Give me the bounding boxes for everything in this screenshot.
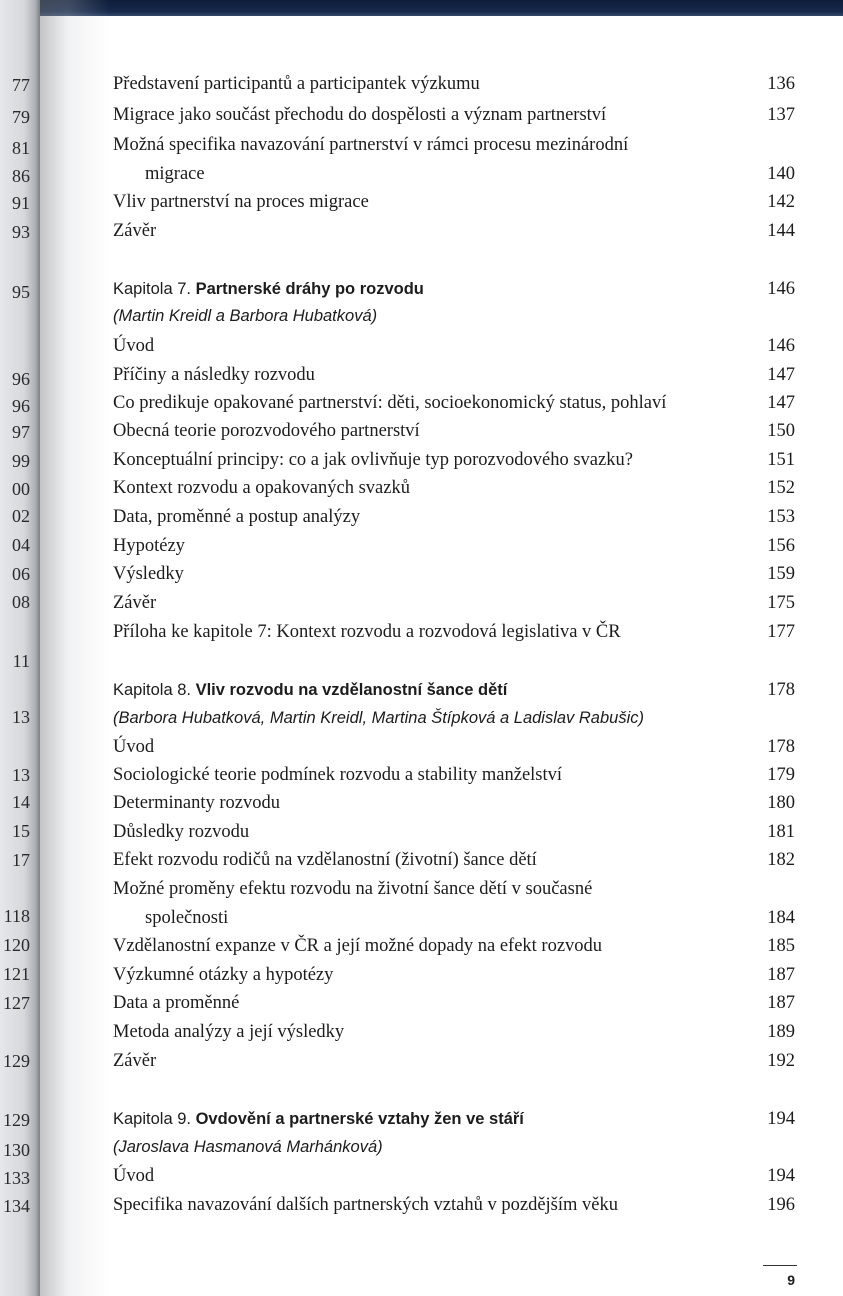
entry-page: 179 [767,765,795,785]
toc-entry [113,876,795,902]
entry-page: 184 [767,908,795,928]
entry-page: 196 [767,1195,795,1215]
authors-text: (Martin Kreidl a Barbora Hubatková) [113,307,378,325]
toc-entry [113,847,795,873]
entry-page: 189 [767,1022,795,1042]
toc-entry [113,1048,795,1074]
entry-title: Vzdělanostní expanze v ČR a její možné dopady na efekt rozvodu [113,936,603,956]
entry-page: 156 [767,536,795,556]
prev-page-number: 08 [12,592,30,612]
entry-page: 185 [767,936,795,956]
chapter-authors [113,303,795,329]
toc-entry [113,161,795,187]
page-number: 9 [787,1272,795,1288]
entry-title: Migrace jako součást přechodu do dospělosti a význam partnerství [113,105,607,125]
chapter-heading [113,276,795,302]
toc-entry [113,819,795,845]
entry-page: 147 [767,393,795,413]
entry-title: Závěr [113,221,157,241]
entry-title: migrace [145,164,205,184]
entry-title: Sociologické teorie podmínek rozvodu a stability manželství [113,765,563,785]
toc-entry [113,619,795,645]
prev-page-number: 99 [12,451,30,471]
entry-page: 180 [767,793,795,813]
entry-title: Metoda analýzy a její výsledky [113,1022,345,1042]
prev-page-number: 15 [12,821,30,841]
toc-entry [113,475,795,501]
toc-entry [113,962,795,988]
toc-entry [113,905,795,931]
entry-title: Data, proměnné a postup analýzy [113,507,361,527]
entry-page: 136 [767,74,795,94]
entry-page: 178 [767,680,795,700]
entry-title: Konceptuální principy: co a jak ovlivňuje typ porozvodového svazku? [113,450,633,470]
authors-text: (Barbora Hubatková, Martin Kreidl, Martina Štípková a Ladislav Rabušic) [113,709,644,727]
chapter-title: Vliv rozvodu na vzdělanostní šance dětí [195,681,508,699]
prev-page-number: 130 [3,1140,30,1160]
chapter-heading [113,1106,795,1132]
entry-page: 140 [767,164,795,184]
entry-page: 159 [767,564,795,584]
toc-entry [113,533,795,559]
entry-page: 144 [767,221,795,241]
entry-title: Závěr [113,593,157,613]
entry-page: 152 [767,478,795,498]
authors-text: (Jaroslava Hasmanová Marhánková) [113,1138,383,1156]
prev-page-number: 06 [12,564,30,584]
entry-title: Možná specifika navazování partnerství v rámci procesu mezinárodní [113,135,629,155]
entry-page: 182 [767,850,795,870]
prev-page-number: 91 [12,193,30,213]
prev-page-number: 17 [12,850,30,870]
prev-page-number: 79 [12,107,30,127]
prev-page-number: 134 [3,1196,30,1216]
entry-page: 146 [767,336,795,356]
entry-title: Vliv partnerství na proces migrace [113,192,369,212]
toc-entry [113,734,795,760]
toc-entry [113,1163,795,1189]
entry-page: 150 [767,421,795,441]
toc-entry [113,132,795,158]
chapter-title: Partnerské dráhy po rozvodu [195,280,424,298]
entry-title: Determinanty rozvodu [113,793,280,813]
entry-title: Obecná teorie porozvodového partnerství [113,421,420,441]
entry-title: Úvod [113,336,155,356]
entry-title: Úvod [113,737,155,757]
entry-title: Specifika navazování dalších partnerských vztahů v pozdějším věku [113,1195,618,1215]
entry-title: Efekt rozvodu rodičů na vzdělanostní (životní) šance dětí [113,850,537,870]
binding-strip [0,0,843,16]
prev-page-number: 96 [12,369,30,389]
prev-page-number: 93 [12,222,30,242]
entry-page: 146 [767,279,795,299]
previous-page-numbers [0,0,30,1296]
page-number-rule [763,1265,797,1266]
entry-page: 178 [767,737,795,757]
toc-entry [113,418,795,444]
prev-page-number: 118 [3,906,30,926]
entry-page: 142 [767,192,795,212]
entry-title: Výsledky [113,564,184,584]
entry-title: společnosti [145,908,229,928]
toc-entry [113,504,795,530]
prev-page-number: 13 [12,707,30,727]
toc-entry [113,990,795,1016]
prev-page-number: 129 [3,1110,30,1130]
chapter-title: Ovdovění a partnerské vztahy žen ve stáří [195,1110,524,1128]
toc-entry [113,762,795,788]
toc-entry [113,218,795,244]
chapter-prefix: Kapitola 7. [113,280,191,298]
entry-page: 194 [767,1166,795,1186]
entry-page: 153 [767,507,795,527]
chapter-heading [113,677,795,703]
toc-entry [113,102,795,128]
prev-page-number: 77 [12,75,30,95]
prev-page-number: 129 [3,1051,30,1071]
entry-page: 192 [767,1051,795,1071]
entry-page: 147 [767,365,795,385]
entry-title: Data a proměnné [113,993,240,1013]
entry-page: 175 [767,593,795,613]
entry-title: Výzkumné otázky a hypotézy [113,965,334,985]
toc-entry [113,590,795,616]
prev-page-number: 97 [12,422,30,442]
prev-page-number: 11 [12,651,30,671]
entry-title: Představení participantů a participantek výzkumu [113,74,480,94]
entry-page: 187 [767,993,795,1013]
prev-page-number: 121 [3,964,30,984]
prev-page-number: 95 [12,282,30,302]
chapter-authors [113,705,795,731]
prev-page-number: 127 [3,993,30,1013]
entry-page: 137 [767,105,795,125]
entry-page: 177 [767,622,795,642]
entry-title: Co predikuje opakované partnerství: děti, socioekonomický status, pohlaví [113,393,667,413]
entry-title: Příčiny a následky rozvodu [113,365,315,385]
prev-page-number: 96 [12,396,30,416]
toc-entry [113,189,795,215]
prev-page-number: 14 [12,792,30,812]
toc-entry [113,362,795,388]
chapter-authors [113,1134,795,1160]
entry-page: 151 [767,450,795,470]
prev-page-number: 86 [12,166,30,186]
prev-page-number: 02 [12,506,30,526]
toc-entry [113,1192,795,1218]
prev-page-number: 00 [12,479,30,499]
entry-title: Závěr [113,1051,157,1071]
prev-page-number: 133 [3,1168,30,1188]
prev-page-number: 120 [3,935,30,955]
entry-page: 194 [767,1109,795,1129]
toc-entry [113,561,795,587]
prev-page-number: 13 [12,765,30,785]
toc-entry [113,1019,795,1045]
toc-entry [113,390,795,416]
toc-entry [113,933,795,959]
toc-entry [113,333,795,359]
toc-entry [113,71,795,97]
entry-page: 181 [767,822,795,842]
gutter-shadow [40,0,110,1296]
chapter-prefix: Kapitola 8. [113,681,191,699]
prev-page-number: 04 [12,535,30,555]
entry-title: Úvod [113,1166,155,1186]
entry-page: 187 [767,965,795,985]
entry-title: Možné proměny efektu rozvodu na životní šance dětí v současné [113,879,593,899]
toc-entry [113,790,795,816]
entry-title: Kontext rozvodu a opakovaných svazků [113,478,410,498]
chapter-prefix: Kapitola 9. [113,1110,191,1128]
toc-entry [113,447,795,473]
entry-title: Příloha ke kapitole 7: Kontext rozvodu a rozvodová legislativa v ČR [113,622,621,642]
prev-page-number: 81 [12,138,30,158]
entry-title: Hypotézy [113,536,185,556]
entry-title: Důsledky rozvodu [113,822,250,842]
